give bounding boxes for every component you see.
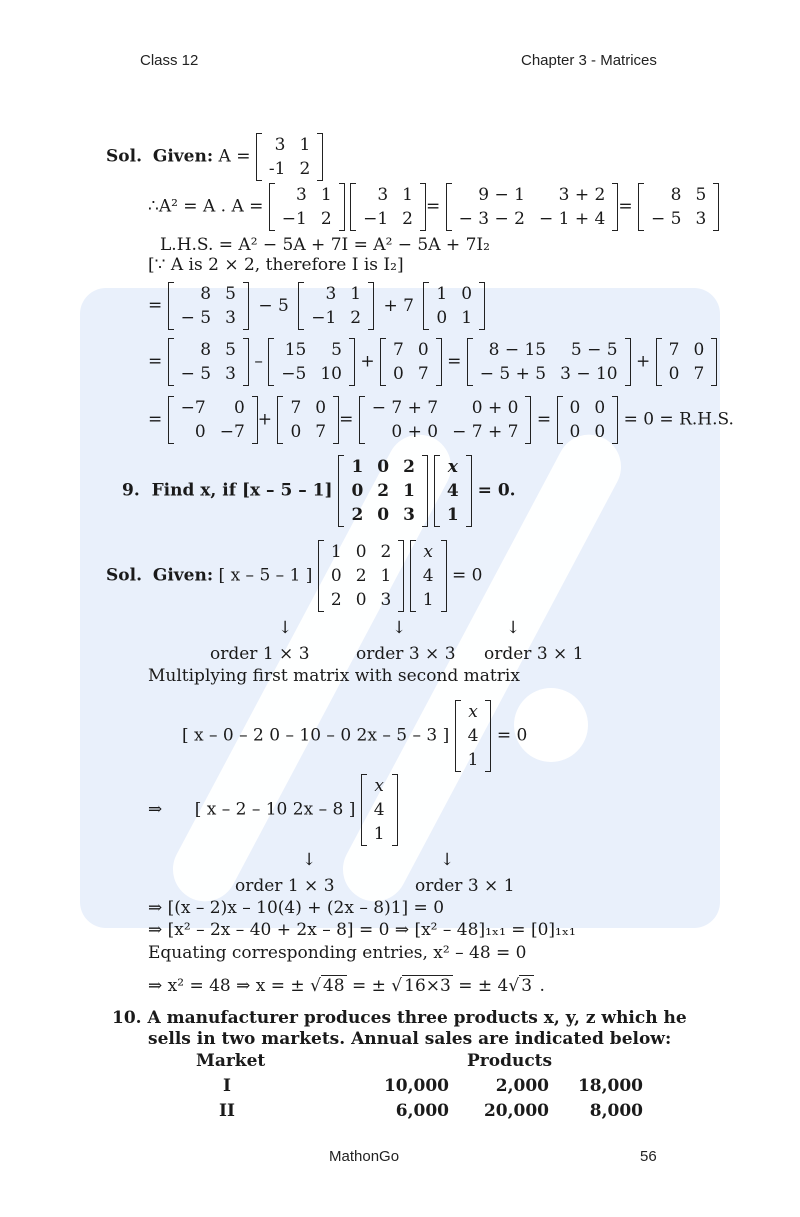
rhs-result: = 0 = R.H.S. <box>623 409 734 430</box>
matrix: 15 5 −5 10 <box>268 338 355 386</box>
multiplying-text: Multiplying first matrix with second matrix <box>148 666 520 686</box>
a2-prefix: ∴A² = A . A = <box>148 196 264 217</box>
matrix: x 4 1 <box>410 540 447 612</box>
matrix: 0 0 0 0 <box>557 396 619 444</box>
sales-table <box>210 1073 645 1125</box>
footer-brand: MathonGo <box>329 1148 400 1165</box>
row3: = −7 0 0 −7 + 7 0 0 7 = − 7 + 7 0 + 0 0 + 0 − 7 + 7 = 0 0 0 0 = 0 = R.H.S. <box>148 398 734 442</box>
matrix: 9 − 1 3 + 2 − 3 − 2 − 1 + 4 <box>446 183 619 231</box>
matrix: 3 1 −1 2 <box>350 183 426 231</box>
matrix: − 7 + 7 0 + 0 0 + 0 − 7 + 7 <box>359 396 532 444</box>
arrow-down-icon: ↓ <box>392 618 407 638</box>
order-label: order 3 × 1 <box>415 876 515 896</box>
matrix: 1 0 2 0 2 1 2 0 3 <box>318 540 404 612</box>
sol8-given-line <box>106 133 323 181</box>
matrix: 7 0 0 7 <box>380 338 442 386</box>
order-label: order 1 × 3 <box>210 644 310 664</box>
matrix: 7 0 0 7 <box>277 396 339 444</box>
page-number: 56 <box>640 1148 657 1165</box>
arrow-down-icon: ↓ <box>302 850 317 870</box>
matrix: 8 − 15 5 − 5 − 5 + 5 3 − 10 <box>467 338 631 386</box>
a-squared-line: ∴A² = A . A = 3 1 −1 2 3 1 −1 2 = 9 − 1 3 + 2 − 3 − 2 − 1 + 4 = 8 5 − 5 3 <box>148 183 719 231</box>
lhs-line: L.H.S. = A² − 5A + 7I = A² − 5A + 7I₂ <box>160 235 490 255</box>
step1: [ x – 0 – 2 0 – 10 – 0 2x – 5 – 3 ] x 4 1 = 0 <box>182 702 528 770</box>
arrow-down-icon: ↓ <box>506 618 521 638</box>
matrix: 1 0 2 0 2 1 2 0 3 <box>338 455 428 527</box>
step2: ⇒ [ x – 2 – 10 2x – 8 ] x 4 1 <box>148 774 398 846</box>
matrix: 3 1 −1 2 <box>269 183 345 231</box>
arrow-down-icon: ↓ <box>440 850 455 870</box>
row1: = 8 5 − 5 3 − 5 3 1 −1 2 + 7 1 0 0 1 <box>148 282 485 330</box>
question-9: 9. Find x, if [x – 5 – 1] 1 0 2 0 2 1 2 0 3 x 4 1 = 0. <box>122 457 516 525</box>
note-line: [∵ A is 2 × 2, therefore I is I₂] <box>148 255 404 275</box>
matrix: 8 5 − 5 3 <box>638 183 719 231</box>
matrix: x 4 1 <box>361 774 398 846</box>
matrix: x 4 1 <box>434 455 472 527</box>
matrix: 8 5 − 5 3 <box>168 282 249 330</box>
table-row: I 10,000 2,000 18,000 <box>223 1076 643 1096</box>
step3: ⇒ [(x – 2)x – 10(4) + (2x – 8)1] = 0 <box>148 898 445 918</box>
order-label: order 1 × 3 <box>235 876 335 896</box>
matrix: 7 0 0 7 <box>656 338 718 386</box>
table-row: II 6,000 20,000 8,000 <box>219 1101 643 1121</box>
row2: = 8 5 − 5 3 – 15 5 −5 10 + 7 0 0 7 = 8 − 15 5 − 5 − 5 + 5 3 − 10 + 7 0 0 7 <box>148 338 717 386</box>
header-chapter: Chapter 3 - Matrices <box>521 52 657 69</box>
order-label: order 3 × 1 <box>484 644 584 664</box>
header-class: Class 12 <box>140 52 199 69</box>
sol9-given: Sol. Given: [ x – 5 – 1 ] 1 0 2 0 2 1 2 0 3 x 4 1 = 0 <box>106 542 483 610</box>
matrix-A: 3 1 -1 2 <box>256 133 323 181</box>
equating-line: Equating corresponding entries, x² – 48 = 0 <box>148 943 527 963</box>
order-label: order 3 × 3 <box>356 644 456 664</box>
table-header-products: Products <box>467 1051 553 1071</box>
matrix: 8 5 − 5 3 <box>168 338 249 386</box>
matrix: x 4 1 <box>455 700 492 772</box>
matrix: 3 1 −1 2 <box>298 282 374 330</box>
final-answer: ⇒ x² = 48 ⇒ x = ± √ 48 = ± √ 16×3 = ± 4√ 3 . <box>148 976 545 996</box>
question-10-line1: 10. A manufacturer produces three products x, y, z which he <box>112 1008 687 1028</box>
matrix: 1 0 0 1 <box>423 282 485 330</box>
sol-label: Sol. <box>106 146 142 167</box>
given-label: Given: <box>152 146 214 167</box>
arrow-down-icon: ↓ <box>278 618 293 638</box>
given-expr: A = <box>218 146 251 167</box>
step4: ⇒ [x² – 2x – 40 + 2x – 8] = 0 ⇒ [x² – 48]₁ₓ₁ = [0]₁ₓ₁ <box>148 920 576 940</box>
matrix: −7 0 0 −7 <box>168 396 258 444</box>
question-10-line2: sells in two markets. Annual sales are indicated below: <box>148 1029 672 1049</box>
table-header-market: Market <box>196 1051 266 1071</box>
